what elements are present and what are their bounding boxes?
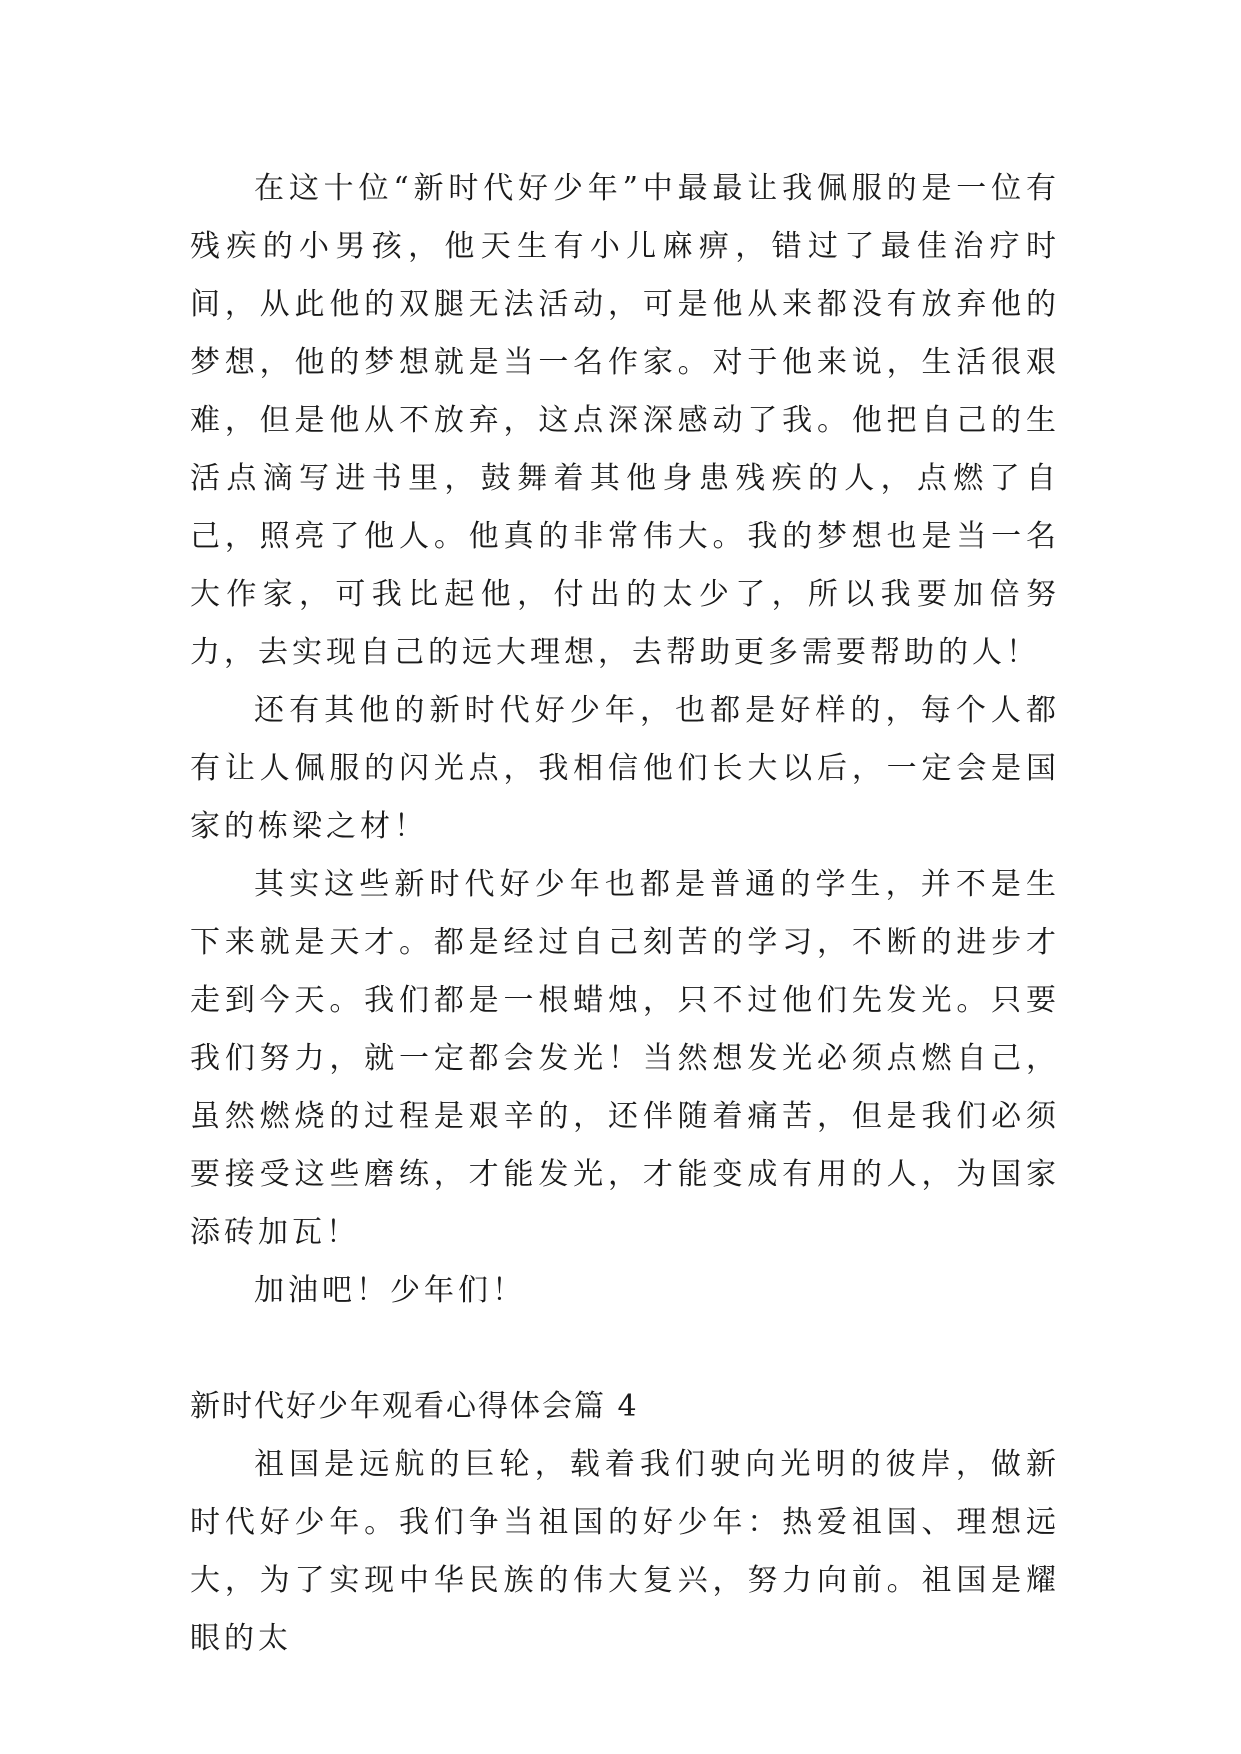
section-heading: 新时代好少年观看心得体会篇 4 bbox=[190, 1389, 639, 1424]
paragraph-5: 祖国是远航的巨轮，载着我们驶向光明的彼岸，做新时代好少年。我们争当祖国的好少年：热爱祖国、理想远大，为了实现中华民族的伟大复兴，努力向前。祖国是耀眼的太 bbox=[190, 1447, 1060, 1656]
document-body bbox=[190, 160, 1060, 1668]
paragraph-1: 在这十位“新时代好少年”中最最让我佩服的是一位有残疾的小男孩，他天生有小儿麻痹，错过了最佳治疗时间，从此他的双腿无法活动，可是他从来都没有放弃他的梦想，他的梦想就是当一名作家。对于他来说，生活很艰难，但是他从不放弃，这点深深感动了我。他把自己的生活点滴写进书里，鼓舞着其他身患残疾的人，点燃了自己，照亮了他人。他真的非常伟大。我的梦想也是当一名大作家，可我比起他，付出的太少了，所以我要加倍努力，去实现自己的远大理想，去帮助更多需要帮助的人！ bbox=[190, 171, 1060, 670]
paragraph-2: 还有其他的新时代好少年，也都是好样的，每个人都有让人佩服的闪光点，我相信他们长大以后，一定会是国家的栋梁之材！ bbox=[190, 693, 1060, 844]
paragraph-4: 加油吧！少年们！ bbox=[254, 1273, 526, 1308]
paragraph-3: 其实这些新时代好少年也都是普通的学生，并不是生下来就是天才。都是经过自己刻苦的学习，不断的进步才走到今天。我们都是一根蜡烛，只不过他们先发光。只要我们努力，就一定都会发光！当然想发光必须点燃自己，虽然燃烧的过程是艰辛的，还伴随着痛苦，但是我们必须要接受这些磨练，才能发光，才能变成有用的人，为国家添砖加瓦！ bbox=[190, 867, 1060, 1250]
